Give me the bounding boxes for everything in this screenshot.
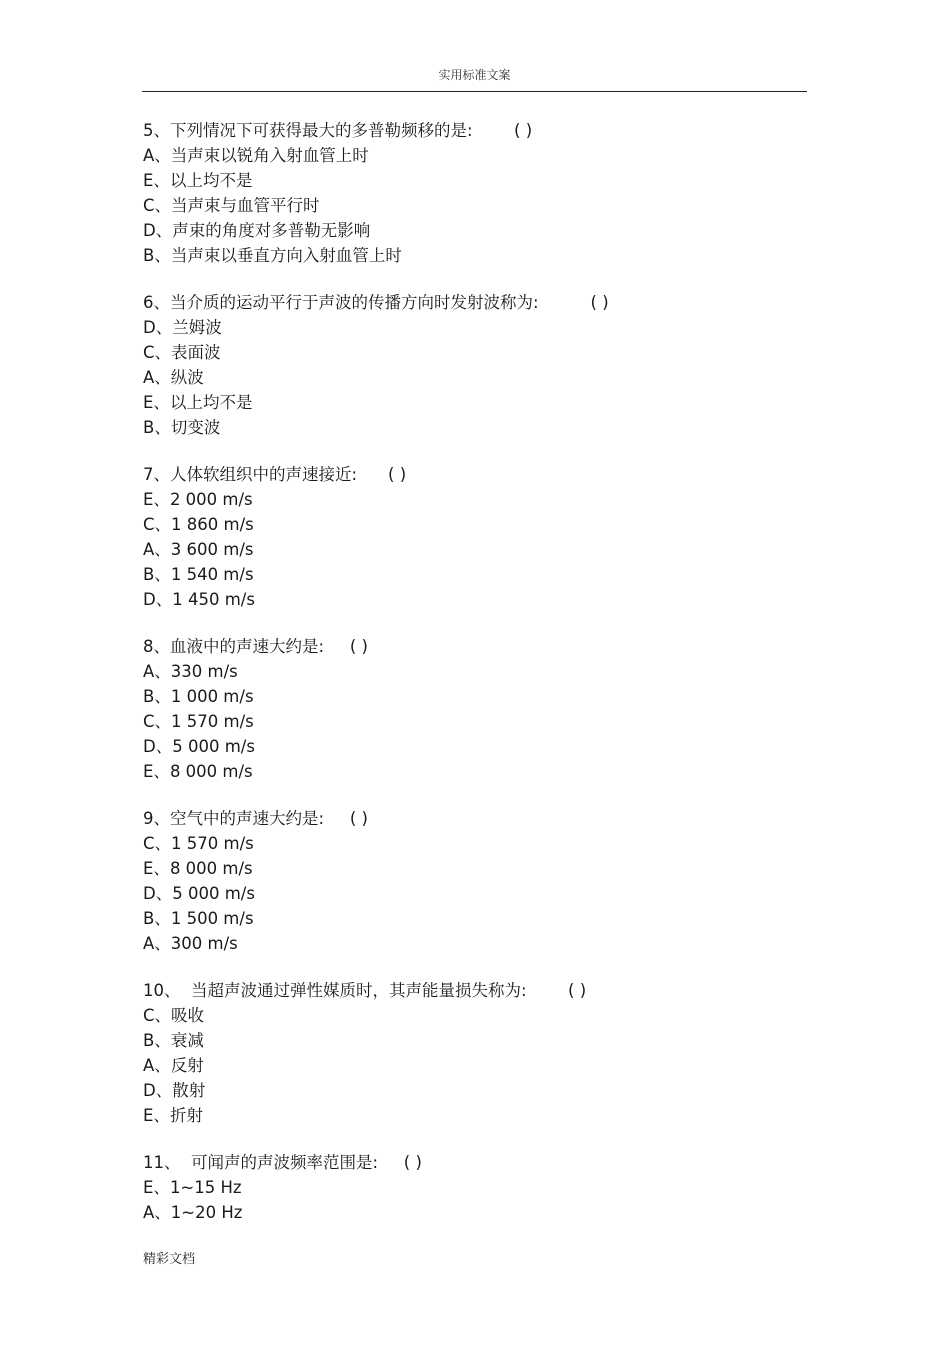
option-letter: A、 bbox=[143, 146, 171, 165]
answer-option bbox=[143, 587, 803, 612]
question-block bbox=[143, 290, 803, 440]
answer-option bbox=[143, 487, 803, 512]
option-text: 散射 bbox=[172, 1081, 206, 1100]
question-gap bbox=[378, 1153, 394, 1172]
option-text: 3 600 m/s bbox=[170, 540, 254, 559]
question-block bbox=[143, 978, 803, 1128]
answer-option bbox=[143, 562, 803, 587]
option-letter: C、 bbox=[143, 834, 172, 853]
option-letter: A、 bbox=[143, 540, 171, 559]
question-block bbox=[143, 806, 803, 956]
option-text: 声束的角度对多普勒无影响 bbox=[172, 221, 371, 240]
option-text: 以上均不是 bbox=[169, 393, 253, 412]
option-text: 衰减 bbox=[170, 1031, 204, 1050]
answer-option bbox=[143, 1078, 803, 1103]
answer-option bbox=[143, 1053, 803, 1078]
option-text: 折射 bbox=[169, 1106, 203, 1125]
answer-option bbox=[143, 193, 803, 218]
page-header: 实用标准文案 bbox=[438, 68, 511, 82]
question-text: 11、 可闻声的声波频率范围是: bbox=[143, 1153, 379, 1172]
answer-option bbox=[143, 659, 803, 684]
option-text: 1~15 Hz bbox=[169, 1178, 242, 1197]
answer-option bbox=[143, 218, 803, 243]
option-letter: D、 bbox=[143, 221, 173, 240]
answer-option bbox=[143, 1103, 803, 1128]
answer-option bbox=[143, 390, 803, 415]
option-text: 1 860 m/s bbox=[171, 515, 254, 534]
option-text: 1~20 Hz bbox=[170, 1203, 243, 1222]
option-text: 当声束与血管平行时 bbox=[171, 196, 320, 215]
option-letter: D、 bbox=[143, 884, 173, 903]
answer-option bbox=[143, 1028, 803, 1053]
question-text: 5、下列情况下可获得最大的多普勒频移的是: bbox=[143, 121, 473, 140]
option-text: 5 000 m/s bbox=[172, 884, 255, 903]
option-letter: B、 bbox=[143, 418, 171, 437]
option-text: 当声束以锐角入射血管上时 bbox=[170, 146, 369, 165]
option-letter: A、 bbox=[143, 662, 171, 681]
answer-option bbox=[143, 168, 803, 193]
answer-option bbox=[143, 315, 803, 340]
answer-option bbox=[143, 512, 803, 537]
option-text: 兰姆波 bbox=[172, 318, 222, 337]
page-footer: 精彩文档 bbox=[143, 1252, 196, 1267]
option-letter: E、 bbox=[143, 393, 170, 412]
answer-option bbox=[143, 831, 803, 856]
option-letter: B、 bbox=[143, 687, 171, 706]
option-text: 1 000 m/s bbox=[170, 687, 254, 706]
answer-option bbox=[143, 881, 803, 906]
answer-option bbox=[143, 1200, 803, 1225]
answer-option bbox=[143, 906, 803, 931]
answer-blank: ( ) bbox=[403, 1153, 422, 1172]
option-letter: B、 bbox=[143, 1031, 171, 1050]
option-letter: E、 bbox=[143, 171, 170, 190]
option-letter: C、 bbox=[143, 515, 172, 534]
option-letter: E、 bbox=[143, 859, 170, 878]
option-text: 反射 bbox=[170, 1056, 204, 1075]
option-text: 纵波 bbox=[170, 368, 204, 387]
option-letter: E、 bbox=[143, 1178, 170, 1197]
answer-blank: ( ) bbox=[388, 465, 407, 484]
option-text: 以上均不是 bbox=[169, 171, 253, 190]
question-gap bbox=[324, 637, 340, 656]
question-stem bbox=[143, 462, 803, 487]
answer-option bbox=[143, 684, 803, 709]
question-text: 6、当介质的运动平行于声波的传播方向时发射波称为: bbox=[143, 293, 539, 312]
option-text: 330 m/s bbox=[170, 662, 238, 681]
option-letter: A、 bbox=[143, 368, 171, 387]
answer-option bbox=[143, 415, 803, 440]
question-stem bbox=[143, 634, 803, 659]
answer-blank: ( ) bbox=[590, 293, 609, 312]
option-letter: E、 bbox=[143, 1106, 170, 1125]
question-gap bbox=[527, 981, 558, 1000]
option-letter: B、 bbox=[143, 565, 171, 584]
answer-blank: ( ) bbox=[514, 121, 533, 140]
answer-option bbox=[143, 243, 803, 268]
option-letter: D、 bbox=[143, 1081, 173, 1100]
option-letter: C、 bbox=[143, 712, 172, 731]
option-text: 1 570 m/s bbox=[171, 712, 254, 731]
answer-option bbox=[143, 856, 803, 881]
option-letter: C、 bbox=[143, 196, 172, 215]
option-text: 1 450 m/s bbox=[172, 590, 255, 609]
header-divider bbox=[142, 91, 807, 92]
question-stem bbox=[143, 978, 803, 1003]
option-letter: E、 bbox=[143, 762, 170, 781]
answer-option bbox=[143, 340, 803, 365]
option-text: 8 000 m/s bbox=[169, 859, 253, 878]
question-block bbox=[143, 634, 803, 784]
option-letter: D、 bbox=[143, 737, 173, 756]
question-gap bbox=[357, 465, 378, 484]
answer-option bbox=[143, 709, 803, 734]
question-text: 10、 当超声波通过弹性媒质时，其声能量损失称为: bbox=[143, 981, 527, 1000]
option-letter: D、 bbox=[143, 318, 173, 337]
option-text: 1 570 m/s bbox=[171, 834, 254, 853]
option-text: 300 m/s bbox=[170, 934, 238, 953]
option-letter: A、 bbox=[143, 1203, 171, 1222]
answer-option bbox=[143, 143, 803, 168]
option-text: 吸收 bbox=[171, 1006, 205, 1025]
question-stem bbox=[143, 118, 803, 143]
option-letter: E、 bbox=[143, 490, 170, 509]
question-block bbox=[143, 1150, 803, 1225]
question-gap bbox=[539, 293, 581, 312]
option-text: 1 540 m/s bbox=[170, 565, 254, 584]
question-list bbox=[143, 118, 803, 1247]
answer-option bbox=[143, 1003, 803, 1028]
question-block bbox=[143, 462, 803, 612]
option-text: 当声束以垂直方向入射血管上时 bbox=[170, 246, 402, 265]
option-text: 切变波 bbox=[170, 418, 221, 437]
question-gap bbox=[324, 809, 340, 828]
option-text: 表面波 bbox=[171, 343, 221, 362]
question-text: 8、血液中的声速大约是: bbox=[143, 637, 325, 656]
option-text: 8 000 m/s bbox=[169, 762, 253, 781]
question-text: 9、空气中的声速大约是: bbox=[143, 809, 325, 828]
answer-option bbox=[143, 734, 803, 759]
option-letter: A、 bbox=[143, 934, 171, 953]
option-text: 2 000 m/s bbox=[169, 490, 253, 509]
answer-option bbox=[143, 931, 803, 956]
option-text: 1 500 m/s bbox=[170, 909, 254, 928]
option-letter: B、 bbox=[143, 909, 171, 928]
option-letter: B、 bbox=[143, 246, 171, 265]
answer-option bbox=[143, 365, 803, 390]
answer-blank: ( ) bbox=[568, 981, 587, 1000]
question-stem bbox=[143, 290, 803, 315]
option-letter: A、 bbox=[143, 1056, 171, 1075]
question-stem bbox=[143, 1150, 803, 1175]
question-text: 7、人体软组织中的声速接近: bbox=[143, 465, 358, 484]
question-stem bbox=[143, 806, 803, 831]
answer-option bbox=[143, 1175, 803, 1200]
option-text: 5 000 m/s bbox=[172, 737, 255, 756]
option-letter: D、 bbox=[143, 590, 173, 609]
option-letter: C、 bbox=[143, 1006, 172, 1025]
answer-option bbox=[143, 537, 803, 562]
answer-option bbox=[143, 759, 803, 784]
answer-blank: ( ) bbox=[349, 637, 368, 656]
question-gap bbox=[473, 121, 504, 140]
option-letter: C、 bbox=[143, 343, 172, 362]
question-block bbox=[143, 118, 803, 268]
answer-blank: ( ) bbox=[349, 809, 368, 828]
